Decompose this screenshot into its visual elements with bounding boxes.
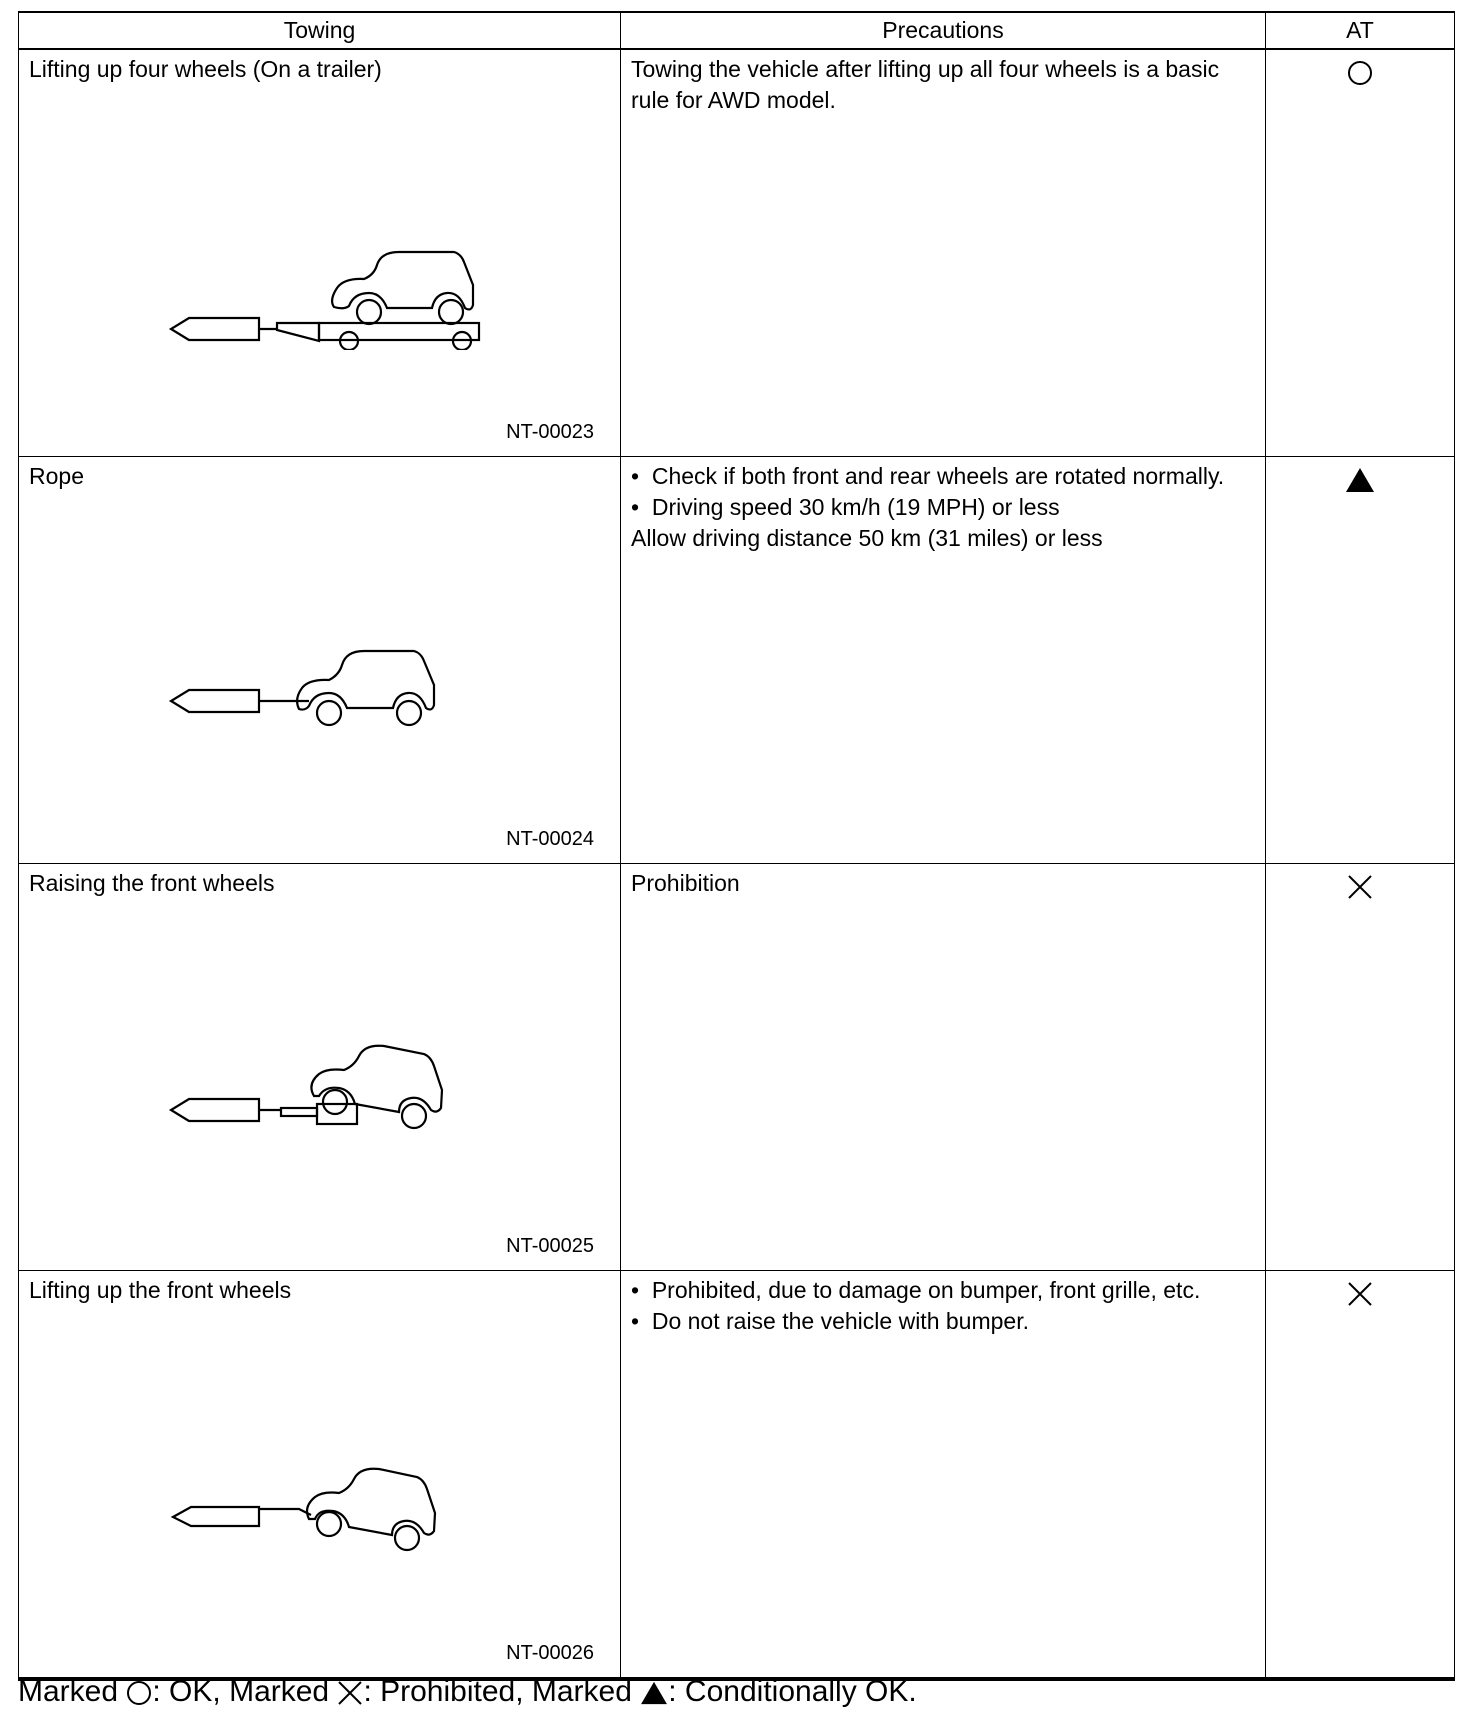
towing-method: Lifting up four wheels (On a trailer) — [29, 56, 382, 82]
figure-code: NT-00026 — [506, 1642, 594, 1664]
lift-front-illustration — [159, 1431, 489, 1571]
raise-front-illustration — [159, 1024, 489, 1164]
triangle-icon — [640, 1681, 668, 1705]
towing-method: Lifting up the front wheels — [29, 1277, 292, 1303]
cross-icon — [1347, 1281, 1373, 1307]
cross-icon — [1347, 874, 1373, 900]
header-towing: Towing — [19, 12, 621, 49]
precaution-bullet: • Driving speed 30 km/h (19 MPH) or less — [631, 494, 1060, 520]
header-at: AT — [1266, 12, 1455, 49]
figure-code: NT-00025 — [506, 1235, 594, 1257]
circle-icon — [1347, 60, 1373, 86]
legend-footnote: Marked : OK, Marked : Prohibited, Marked : Conditionally OK. — [18, 1675, 917, 1708]
triangle-icon — [1345, 467, 1375, 493]
precaution-text: Towing the vehicle after lifting up all four wheels is a basic rule for AWD model. — [631, 56, 1220, 113]
table-row — [19, 864, 1455, 1271]
table-row — [19, 457, 1455, 864]
rope-tow-illustration — [159, 617, 489, 757]
towing-table — [18, 11, 1455, 1681]
precaution-text: Prohibition — [631, 870, 740, 896]
trailer-tow-illustration — [159, 210, 489, 350]
table-row — [19, 1271, 1455, 1680]
figure-code: NT-00024 — [506, 828, 594, 850]
precaution-bullet: • Prohibited, due to damage on bumper, front grille, etc. — [631, 1277, 1201, 1303]
figure-code: NT-00023 — [506, 421, 594, 443]
circle-icon — [126, 1680, 152, 1706]
precaution-text: Allow driving distance 50 km (31 miles) or less — [631, 525, 1103, 551]
table-row — [19, 49, 1455, 457]
cross-icon — [337, 1680, 363, 1706]
precaution-bullet: • Do not raise the vehicle with bumper. — [631, 1308, 1029, 1334]
towing-method: Rope — [29, 463, 84, 489]
header-precautions: Precautions — [621, 12, 1266, 49]
precaution-bullet: • Check if both front and rear wheels are rotated normally. — [631, 463, 1225, 489]
towing-method: Raising the front wheels — [29, 870, 275, 896]
